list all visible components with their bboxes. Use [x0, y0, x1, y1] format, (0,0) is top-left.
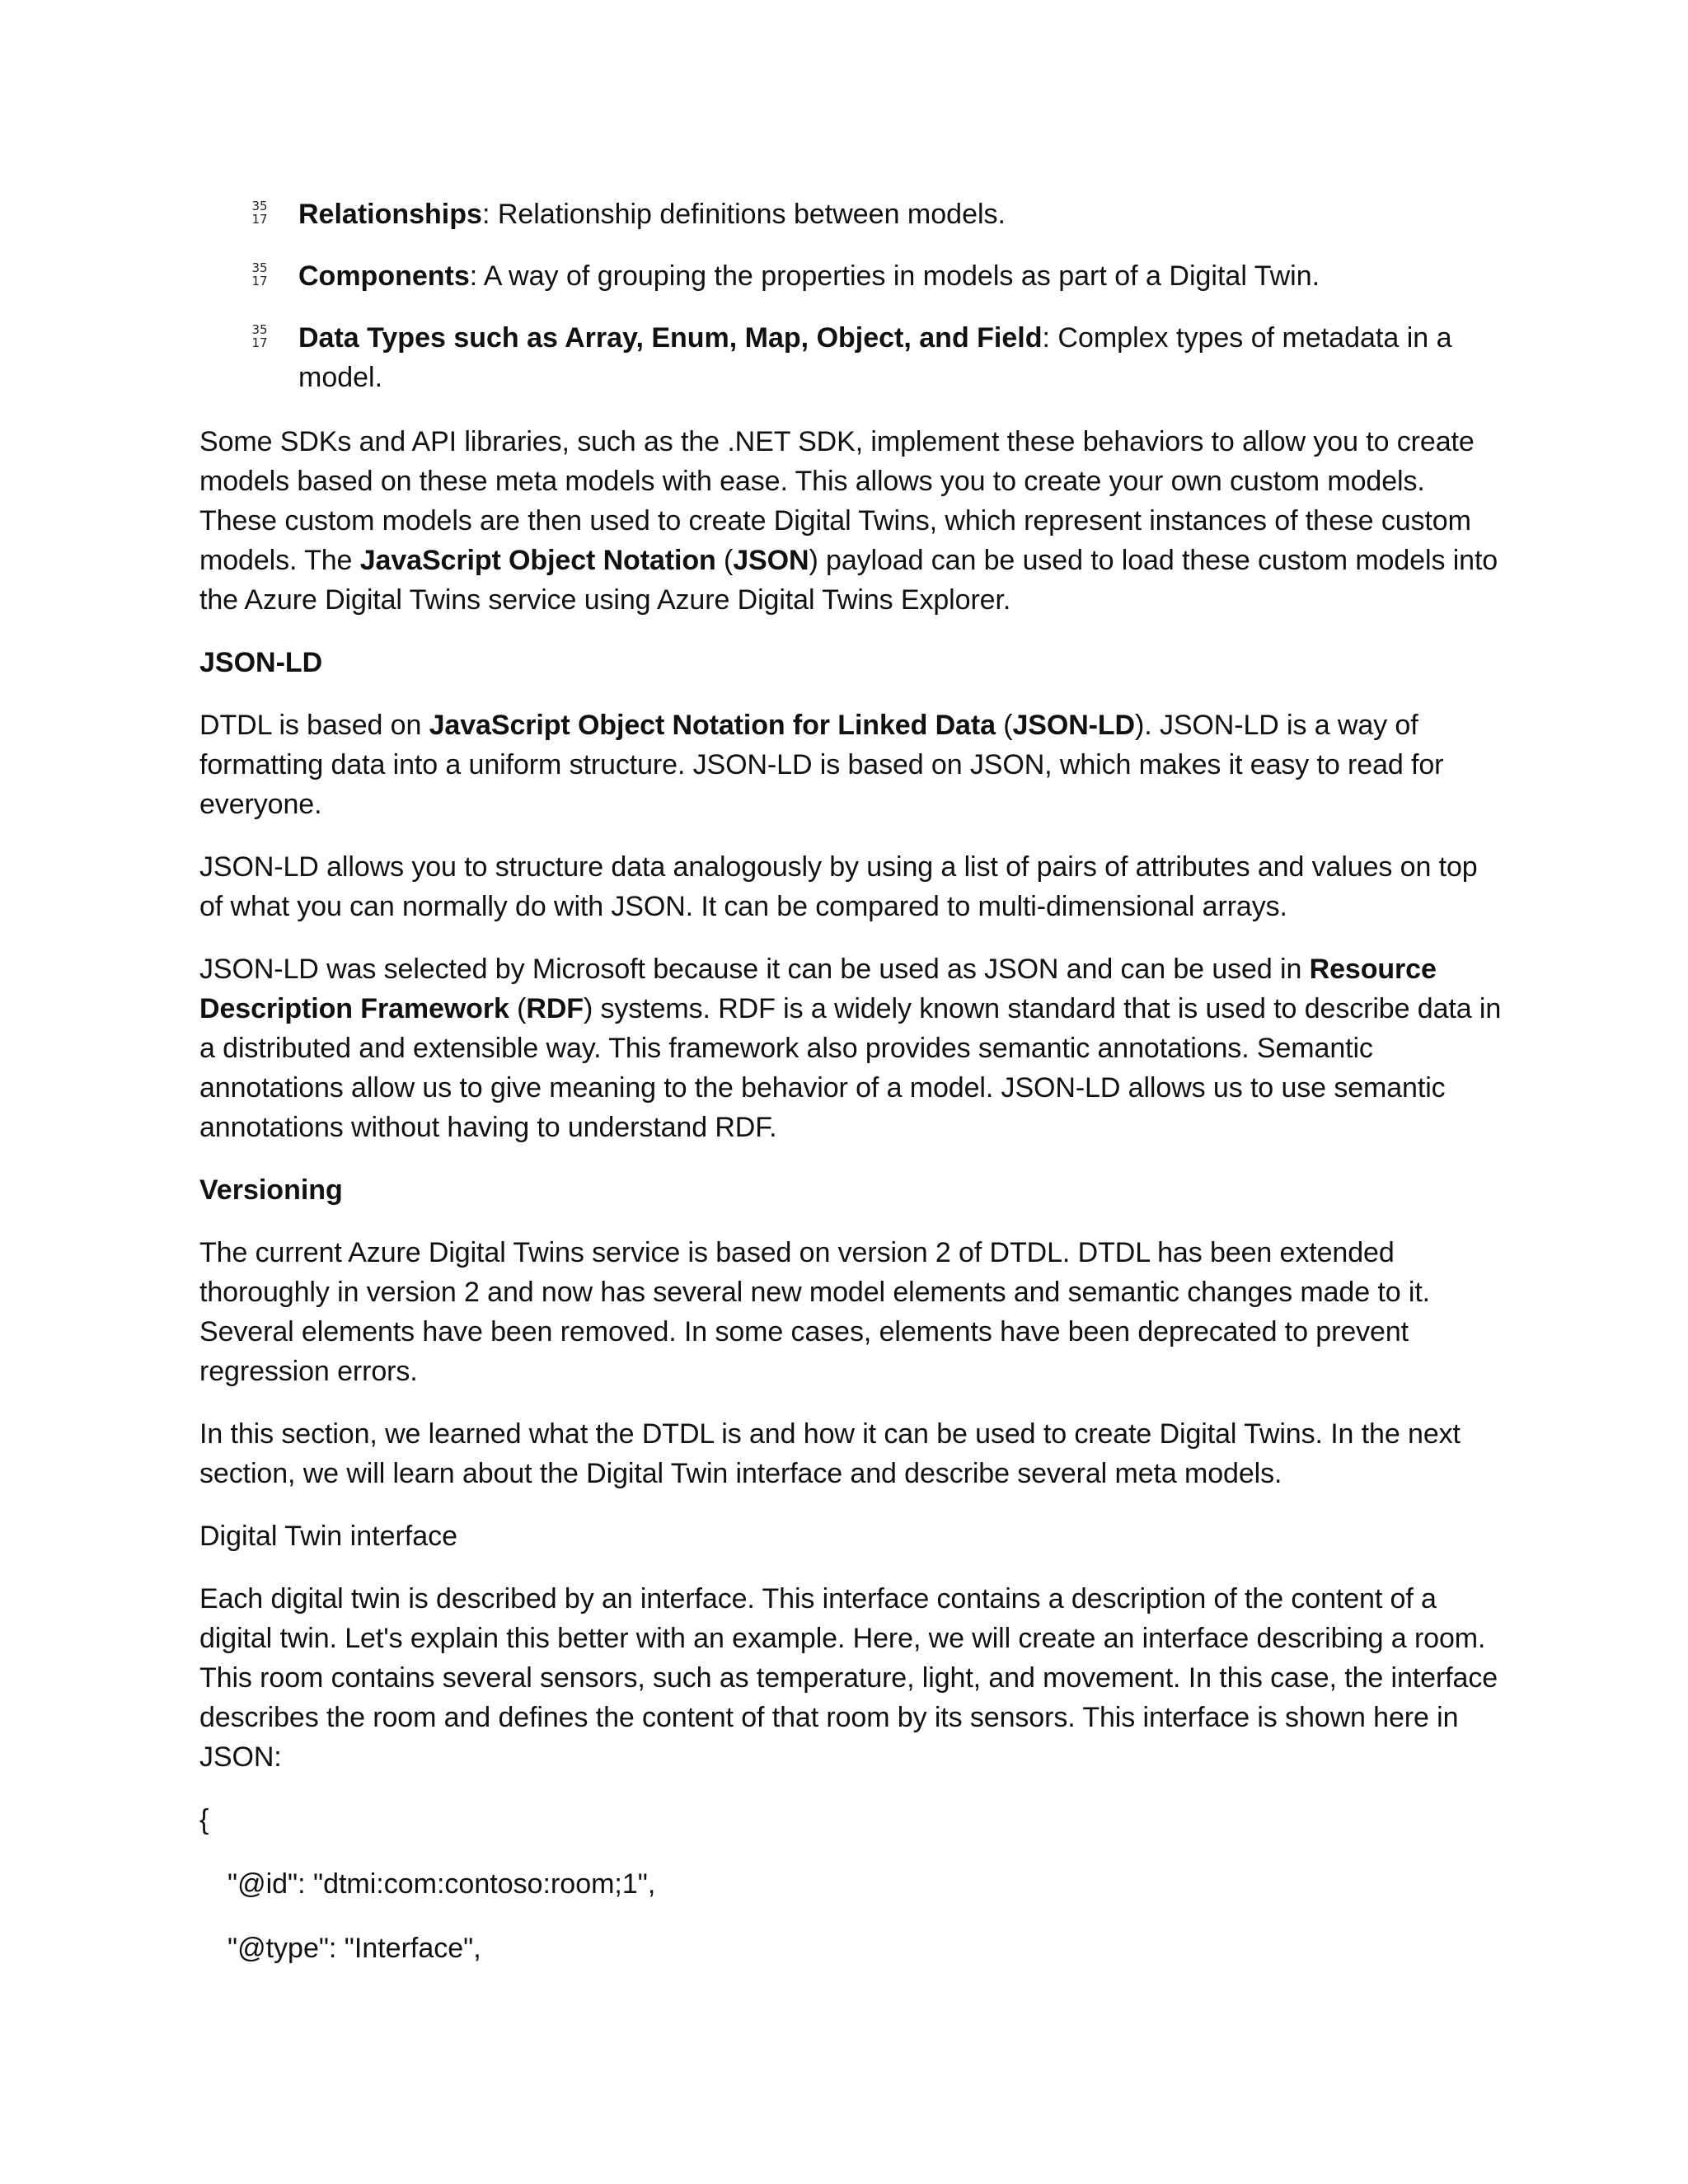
bullet-text: : Complex types of metadata in a model. — [298, 322, 1452, 393]
document-page — [199, 194, 1502, 1993]
heading-versioning: Versioning — [199, 1174, 343, 1206]
bullet-text: : Relationship definitions between models. — [481, 199, 1006, 230]
list-item-data-types — [199, 318, 1502, 397]
heading-json-ld: JSON-LD — [199, 647, 323, 678]
heading-digital-twin-interface: Digital Twin interface — [199, 1521, 458, 1552]
bullet-marker-icon: 35 17 — [251, 260, 268, 288]
bullet-text: : A way of grouping the properties in models as part of a Digital Twin. — [469, 260, 1320, 292]
list-item-components — [199, 256, 1502, 296]
code-line-type: "@type": "Interface", — [227, 1933, 481, 1964]
bullet-term: Components — [298, 260, 470, 292]
bullet-term: Relationships — [298, 199, 482, 230]
paragraph-section-summary: In this section, we learned what the DTDL is and how it can be used to create Digital Twins. In the next section, we will learn about the Digital Twin interface and describe several meta models. — [199, 1418, 1461, 1489]
bullet-marker-icon: 35 17 — [251, 322, 268, 350]
bullet-marker-icon: 35 17 — [251, 199, 268, 227]
code-line-id: "@id": "dtmi:com:contoso:room;1", — [227, 1868, 656, 1900]
paragraph-versioning: The current Azure Digital Twins service is based on version 2 of DTDL. DTDL has been extended thoroughly in version 2 and now has several new model elements and semantic changes made to it. Several elements have been removed. In some cases, elements have been deprecated to prevent regression errors. — [199, 1237, 1431, 1387]
paragraph-json-ld-intro: DTDL is based on JavaScript Object Notation for Linked Data (JSON-LD). JSON-LD is a way of formatting data into a uniform structure. JSON-LD is based on JSON, which makes it easy to read for everyone. — [199, 710, 1444, 820]
code-line-open-brace: { — [199, 1804, 209, 1835]
paragraph-json-ld-rdf: JSON-LD was selected by Microsoft because it can be used as JSON and can be used in Resource Description Framework (RDF) systems. RDF is a widely known standard that is used to describe data in a distributed and extensible way. This framework also provides semantic annotations. Semantic annotations allow us to give meaning to the behavior of a model. JSON-LD allows us to use semantic annotations without having to understand RDF. — [199, 954, 1502, 1143]
list-item-relationships — [199, 194, 1502, 234]
paragraph-json-ld-structure: JSON-LD allows you to structure data analogously by using a list of pairs of attributes and values on top of what you can normally do with JSON. It can be compared to multi-dimensional arrays. — [199, 851, 1478, 922]
paragraph-sdk: Some SDKs and API libraries, such as the .NET SDK, implement these behaviors to allow you to create models based on these meta models with ease. This allows you to create your own custom models. These custom models are then used to create Digital Twins, which represent instances of these custom models. The JavaScript Object Notation (JSON) payload can be used to load these custom models into the Azure Digital Twins service using Azure Digital Twins Explorer. — [199, 426, 1498, 616]
bullet-term: Data Types such as Array, Enum, Map, Object, and Field — [298, 322, 1043, 354]
paragraph-interface: Each digital twin is described by an interface. This interface contains a description of the content of a digital twin. Let's explain this better with an example. Here, we will create an interface describing a room. This room contains several sensors, such as temperature, light, and movement. In this case, the interface describes the room and defines the content of that room by its sensors. This interface is shown here in JSON: — [199, 1583, 1498, 1773]
